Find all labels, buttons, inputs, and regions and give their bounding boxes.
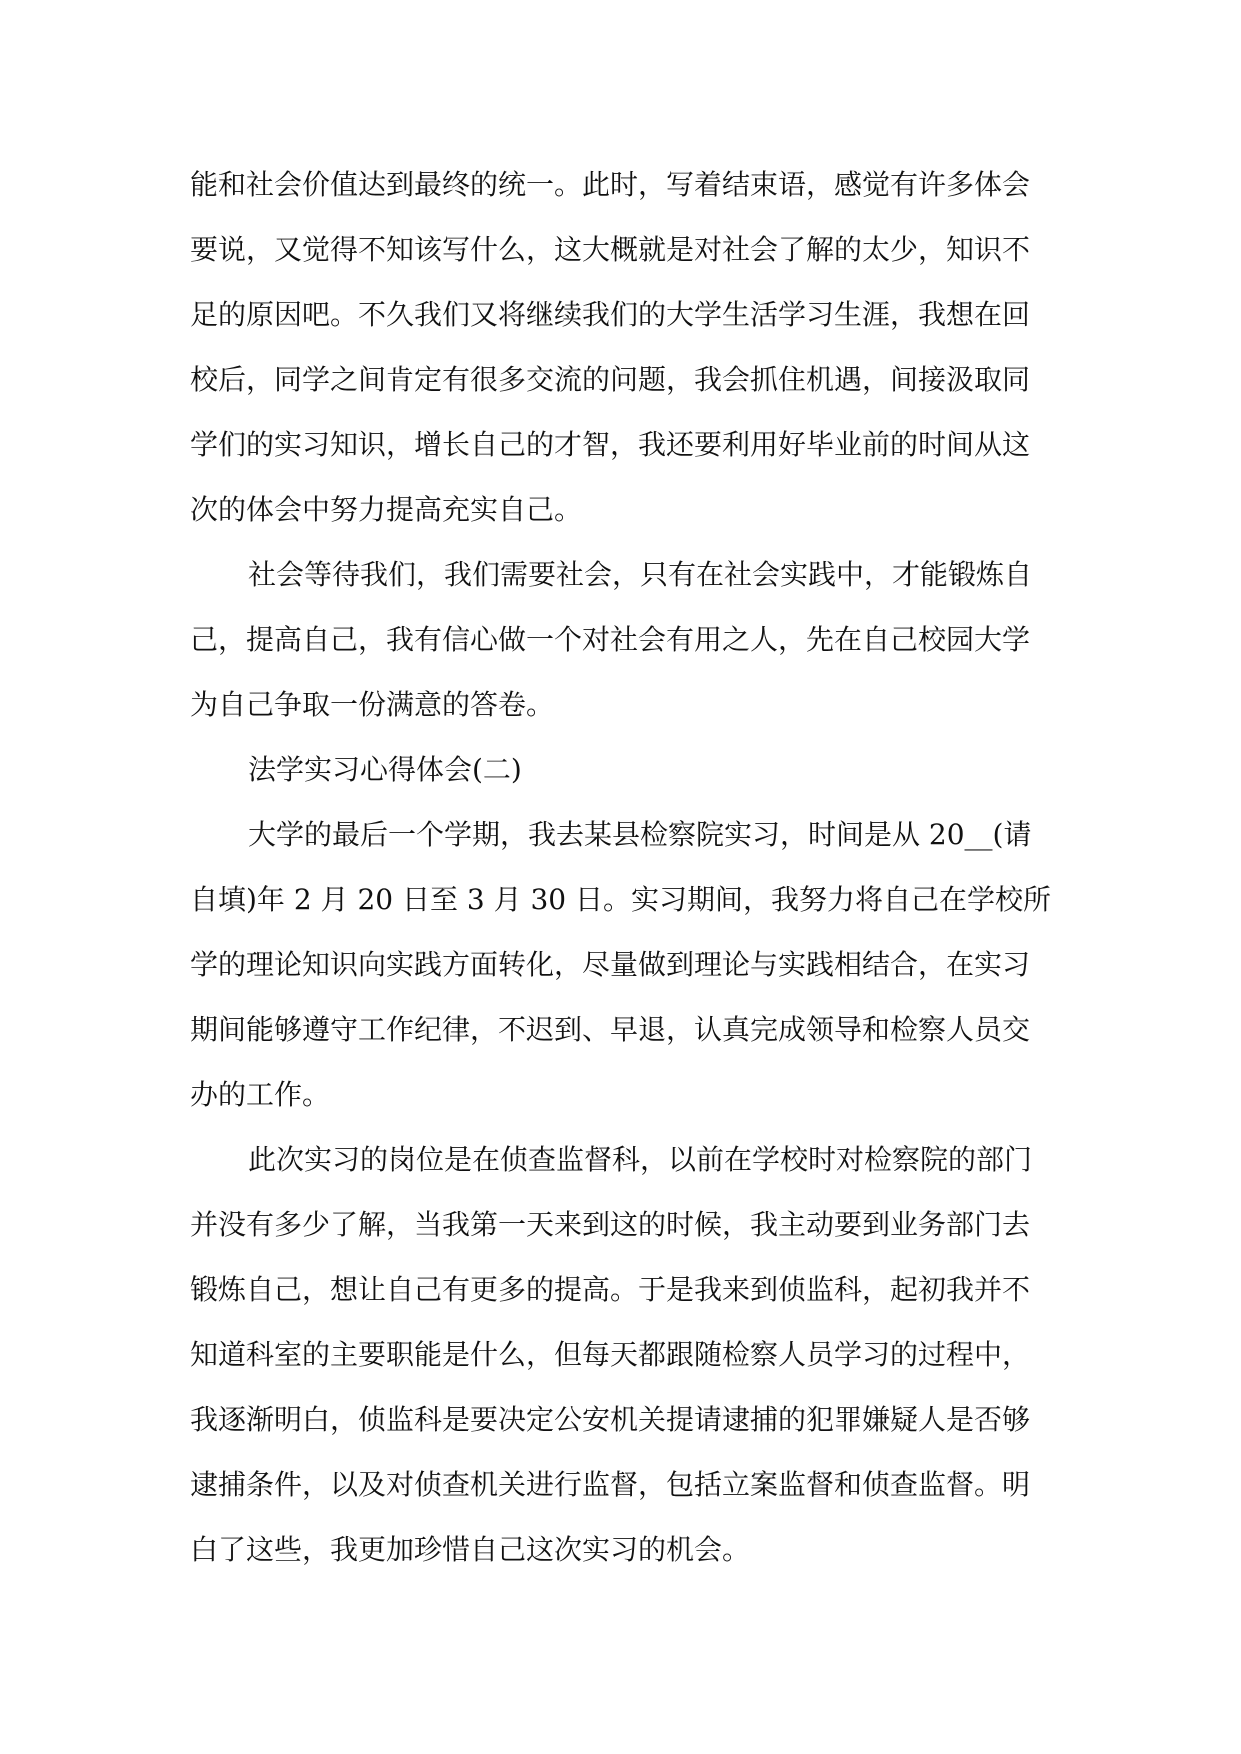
text-line: 能和社会价值达到最终的统一。此时，写着结束语，感觉有许多体会 (190, 168, 1031, 201)
paragraph-2 (190, 542, 1058, 737)
paragraph-3 (190, 802, 1058, 1127)
text-line: 办的工作。 (190, 1078, 331, 1111)
text-line: 逮捕条件，以及对侦查机关进行监督，包括立案监督和侦查监督。明 (190, 1468, 1031, 1501)
text-line: 白了这些，我更加珍惜自己这次实习的机会。 (190, 1533, 751, 1566)
text-line: 足的原因吧。不久我们又将继续我们的大学生活学习生涯，我想在回 (190, 298, 1031, 331)
section-heading (190, 737, 1058, 802)
text-line: 为自己争取一份满意的答卷。 (190, 688, 555, 721)
text-line: 学的理论知识向实践方面转化，尽量做到理论与实践相结合，在实习 (190, 948, 1031, 981)
text-line: 并没有多少了解，当我第一天来到这的时候，我主动要到业务部门去 (190, 1208, 1031, 1241)
text-line: 知道科室的主要职能是什么，但每天都跟随检察人员学习的过程中， (190, 1338, 1031, 1371)
text-line: 次的体会中努力提高充实自己。 (190, 493, 583, 526)
paragraph-1 (190, 152, 1058, 542)
text-line: 此次实习的岗位是在侦查监督科，以前在学校时对检察院的部门 (248, 1143, 1033, 1176)
text-line: 自填)年 2 月 20 日至 3 月 30 日。实习期间，我努力将自己在学校所 (190, 883, 1052, 916)
text-line: 大学的最后一个学期，我去某县检察院实习，时间是从 20__(请 (248, 818, 1032, 851)
paragraph-4 (190, 1127, 1058, 1582)
text-line: 我逐渐明白，侦监科是要决定公安机关提请逮捕的犯罪嫌疑人是否够 (190, 1403, 1031, 1436)
text-line: 锻炼自己，想让自己有更多的提高。于是我来到侦监科，起初我并不 (190, 1273, 1031, 1306)
text-line: 己，提高自己，我有信心做一个对社会有用之人，先在自己校园大学 (190, 623, 1031, 656)
text-line: 期间能够遵守工作纪律，不迟到、早退，认真完成领导和检察人员交 (190, 1013, 1031, 1046)
text-line: 要说，又觉得不知该写什么，这大概就是对社会了解的太少，知识不 (190, 233, 1031, 266)
section-title: 法学实习心得体会(二) (248, 753, 522, 786)
text-line: 社会等待我们，我们需要社会，只有在社会实践中，才能锻炼自 (248, 558, 1033, 591)
document-body (190, 152, 1058, 1582)
text-line: 学们的实习知识，增长自己的才智，我还要利用好毕业前的时间从这 (190, 428, 1031, 461)
text-line: 校后，同学之间肯定有很多交流的问题，我会抓住机遇，间接汲取同 (190, 363, 1031, 396)
